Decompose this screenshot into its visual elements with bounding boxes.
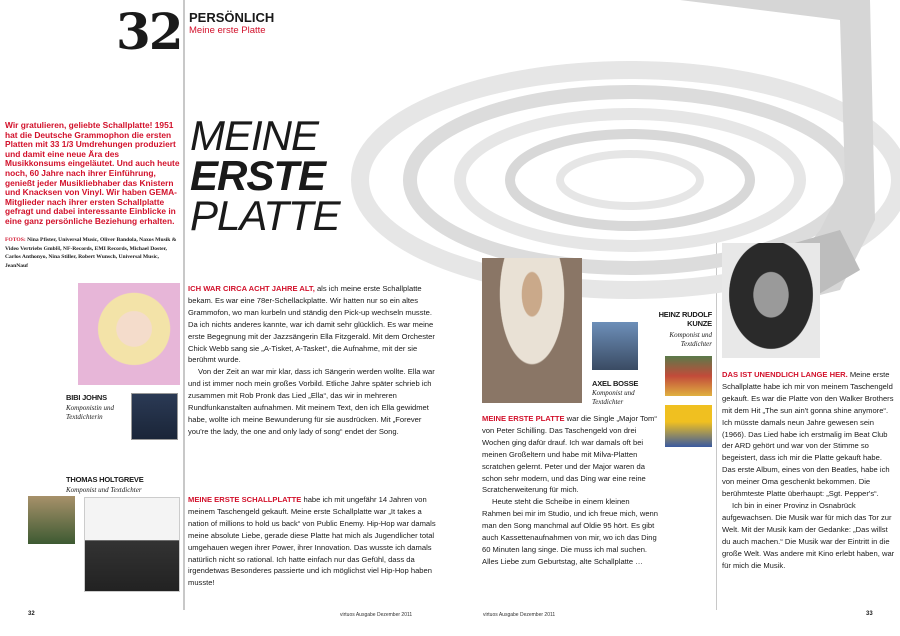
paragraph: habe ich mit ungefähr 14 Jahren von meinem Taschengeld gekauft. Meine erste Schallplatte war „It takes a nation of millions to hold us back“ von Public Enemy. Hip-Hop war damals meine absolute Liebe, gerade diese Platte hat mich als Jugendlicher total umgehauen wegen ihrer Power, ihrer Innovation. Das wusste ich damals natürlich nicht so rational. Ich hatte einfach nur das Gefühl, dass da irgendetwas Besonderes passierte und ich möglichst viel Hip-Hop haben musste! (188, 495, 436, 588)
album-cover-ella (131, 393, 178, 440)
photo-credits (5, 236, 183, 270)
album-cover-public-enemy (28, 496, 75, 544)
intro-text: Wir gratulieren, geliebte Schallplatte! 1951 hat die Deutsche Grammophon die ersten Platten mit 33 1/3 Umdrehungen produziert und damit eine neue Ära des Musikkonsums eingeläutet. Und auch heute noch, 60 Jahre nach ihrer Einführung, genießt jeder Musikliebhaber das Knistern und Knacksen von Vinyl. Wir haben GEMA-Mitglieder nach ihrer ersten Schallplatte gefragt und dabei interessante Einblicke in eine ganz persönliche Beziehung erhalten. (5, 120, 180, 226)
title-line2: ERSTE (190, 152, 326, 199)
footer-page-number-right: 33 (866, 611, 873, 617)
paragraph: Heute steht die Scheibe in einem kleinen Rahmen bei mir im Studio, und ich freue mich, wenn man den Song manchmal auf Oldie 95 hört. Es gibt auch Kassettenaufnahmen von mir, wo ich das Ding 60 Minuten lang singe. Die muss ich mal suchen. Alles Liebe zum Geburtstag, alte Schallplatte … (482, 497, 659, 566)
heinz-rudolf-kunze-photo (722, 243, 820, 358)
paragraph: war die Single „Major Tom“ von Peter Schilling. Das Taschengeld von drei Wochen ging dafür drauf. Ich war damals oft bei meinen Großeltern und habe mit Milva-Platten scratchen gelernt. Peter und der Major waren da schon sehr modern, und das Ding war eine reine Scratcherweiterung für mich. (482, 414, 657, 495)
credits-label: FOTOS: (5, 237, 26, 243)
article-lead: DAS IST UNENDLICH LANGE HER. (722, 370, 848, 379)
footer-magazine-right: virtuos Ausgabe Dezember 2011 (483, 612, 556, 618)
artist-name: THOMAS HOLTGREVE (66, 475, 144, 484)
article-lead: ICH WAR CIRCA ACHT JAHRE ALT, (188, 284, 315, 293)
footer-page-number-left: 32 (28, 611, 35, 617)
thomas-holtgreve-band-photo (84, 497, 180, 592)
paragraph: Meine erste Schallplatte habe ich mir von meinem Taschengeld gekauft. Es war die Platte von den Walker Brothers mit dem Hit „The sun ain't gonna shine anymore“. Ich müsste damals neun Jahre gewesen sein (1966). Das Lied habe ich erstmalig im Beat Club der ARD gehört und war von der Stimme so begeistert, dass ich mir die Platte gekauft habe. Das erste Album, eines von den Beatles, habe ich von meiner Oma geschenkt bekommen. Die berühmteste Platte überhaupt: „Sgt. Pepper's“. (722, 370, 894, 499)
article-lead: MEINE ERSTE PLATTE (482, 414, 565, 423)
article-lead: MEINE ERSTE SCHALLPLATTE (188, 495, 302, 504)
artist-role: Komponist und Textdichter (592, 389, 635, 406)
bibi-johns-photo (78, 283, 180, 385)
album-cover-sgt-peppers (665, 356, 712, 396)
article-title (190, 112, 340, 239)
artist-role: Komponist und Textdichter (669, 331, 712, 348)
axel-bosse-photo (482, 258, 582, 403)
paragraph: Von der Zeit an war mir klar, dass ich Sängerin werden wollte. Ella war und ist immer noch mein großes Vorbild. Etliche Jahre später schrieb ich zusammen mit Rob Pronk das Lied „Ella“, das wir in mehreren Rundfunkanstalten aufnahmen. Mit meinem Text, den ich Ella gewidmet habe, wollte ich meine Bewunderung für sie ausdrücken. Mit „Forever you're the lady, the one and only lady of song“ endet der Song. (188, 367, 435, 436)
title-line1: MEINE (190, 112, 319, 159)
section-subtitle: Meine erste Platte (189, 25, 266, 36)
paragraph: als ich meine erste Schallplatte bekam. Es war eine 78er-Schellackplatte. Wir hatten nur so ein altes Grammofon, wo man kurbeln und ständig den Pick-up wechseln musste. Da ich nichts anderes kannte, war ich damit sehr glücklich. Es war meine erste Begegnung mit der Jazzsängerin Ella Fitzgerald. Mit dem Orchester Chick Webb sang sie „A-Tisket, A-Tasket“, die Aufnahme, mit der sie berühmt wurde. (188, 284, 435, 365)
page-number-large: 32 (116, 2, 182, 61)
record-groove (510, 134, 750, 226)
artist-name: BIBI JOHNS (66, 393, 107, 402)
article-thomas-holtgreve (188, 494, 438, 589)
article-bibi-johns (188, 283, 438, 438)
artist-role: Komponistin und Textdichterin (66, 404, 115, 421)
artist-name: HEINZ RUDOLF KUNZE (658, 310, 712, 328)
album-cover-walker-brothers (665, 405, 712, 447)
title-line3: PLATTE (190, 192, 340, 239)
record-groove (560, 154, 700, 206)
artist-role: Komponist und Textdichter (66, 486, 142, 494)
article-heinz-rudolf-kunze (722, 369, 897, 571)
footer-magazine-left: virtuos Ausgabe Dezember 2011 (340, 612, 413, 618)
paragraph: Ich bin in einer Provinz in Osnabrück aufgewachsen. Die Musik war für mich das Tor zur Welt. Mit der Musik kam der Gedanke: „Das willst du auch machen.“ Die Musik war der Eintritt in die große Welt. Was andere mit Kino erlebt haben, war für mich die Musik. (722, 500, 895, 570)
axel-bosse-concert-photo (592, 322, 638, 370)
section-title: PERSÖNLICH (189, 10, 275, 25)
credits-text: Nina Pfister, Universal Music, Oliver Bandola, Naxos Musik & Video Vertriebs GmbH, NF-Records, EMI Records, Michael Doster, Carlos Anthonyo, Nina Stiller, Robert Wunsch, Universal Music, JeanNauf (5, 237, 177, 269)
artist-name: AXEL BOSSE (592, 379, 639, 388)
article-axel-bosse (482, 413, 660, 568)
divider-left (183, 0, 185, 610)
